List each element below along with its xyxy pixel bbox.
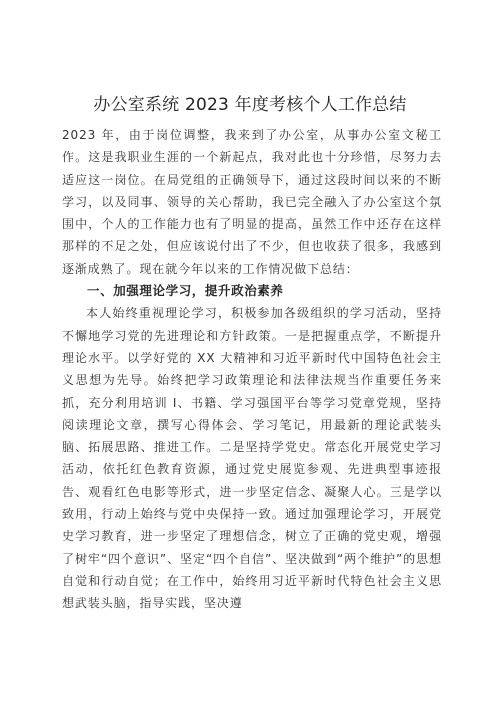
- document-body: [62, 124, 442, 615]
- intro-paragraph: 2023 年，由于岗位调整，我来到了办公室，从事办公室文秘工作。这是我职业生涯的一个新起点，我对此也十分珍惜，尽努力去适应这一岗位。在局党组的正确领导下，通过这段时间以来的不断学习，以及同事、领导的关心帮助，我已完全融入了办公室这个氛围中，个人的工作能力也有了明显的提高，虽然工作中还存在这样那样的不足之处，但应该说付出了不少，但也收获了很多，我感到逐渐成熟了。现在就今年以来的工作情况做下总结：: [62, 128, 442, 276]
- section-heading: 一、加强理论学习，提升政治素养: [87, 283, 284, 299]
- section-paragraph: 本人始终重视理论学习，积极参加各级组织的学习活动，坚持不懈地学习党的先进理论和方针政策。一是把握重点学，不断提升理论水平。以学好党的 XX 大精神和习近平新时代中国特色社会主义思想为先导。始终把学习政策理论和法律法规当作重要任务来抓，充分利用培训 I、书籍、学习强国平台等学习党章党规，坚持阅读理论文章，撰写心得体会、学习笔记，用最新的理论武装头脑、拓展思路、推进工作。二是坚持学党史。常态化开展党史学习活动，依托红色教育资源，通过党史展览参观、先进典型事迹报告、观看红色电影等形式，进一步坚定信念、凝聚人心。三是学以致用，行动上始终与党中央保持一致。通过加强理论学习，开展党史学习教育，进一步坚定了理想信念，树立了正确的党史观，增强了树牢“四个意识”、坚定“四个自信”、坚决做到“两个维护”的思想自觉和行动自觉；在工作中，始终用习近平新时代特色社会主义思想武装头脑，指导实践，坚决遵: [62, 306, 442, 611]
- document-title: 办公室系统 2023 年度考核个人工作总结: [93, 95, 407, 115]
